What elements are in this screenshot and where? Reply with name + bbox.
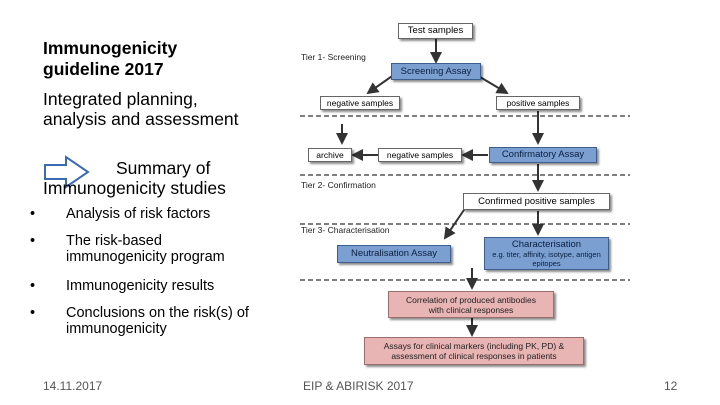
characterisation-title: Characterisation bbox=[511, 238, 582, 250]
characterisation-box bbox=[484, 237, 609, 270]
positive-samples-box: positive samples bbox=[496, 96, 580, 110]
subtitle-planning: Integrated planning, analysis and assessment bbox=[43, 89, 239, 129]
screening-assay-box: Screening Assay bbox=[391, 63, 481, 80]
negative-samples-box-2: negative samples bbox=[378, 148, 462, 162]
subtitle-studies: Immunogenicity studies bbox=[43, 178, 226, 198]
confirmatory-assay-box: Confirmatory Assay bbox=[489, 147, 597, 163]
neutralisation-assay-box: Neutralisation Assay bbox=[337, 245, 451, 263]
page-number: 12 bbox=[664, 379, 678, 393]
correlation-box: Correlation of produced antibodies with clinical responses bbox=[388, 291, 554, 318]
tier2-label: Tier 2- Confirmation bbox=[301, 180, 376, 190]
footer-date: 14.11.2017 bbox=[43, 379, 103, 393]
tier1-label: Tier 1- Screening bbox=[301, 52, 366, 62]
confirmed-positive-box: Confirmed positive samples bbox=[463, 193, 610, 210]
clinical-assays-box: Assays for clinical markers (including PK, PD) & assessment of clinical responses in patients bbox=[364, 337, 584, 365]
slide-title: Immunogenicity guideline 2017 bbox=[43, 38, 178, 79]
negative-samples-box: negative samples bbox=[320, 96, 400, 110]
subtitle-summary: Summary of bbox=[116, 158, 211, 178]
tier3-label: Tier 3- Characterisation bbox=[301, 225, 390, 235]
archive-box: archive bbox=[308, 148, 352, 162]
characterisation-detail: e.g. titer, affinity, isotype, antigen epitopes bbox=[492, 249, 601, 268]
test-samples-box: Test samples bbox=[398, 23, 473, 39]
footer-event: EIP & ABIRISK 2017 bbox=[303, 379, 414, 393]
